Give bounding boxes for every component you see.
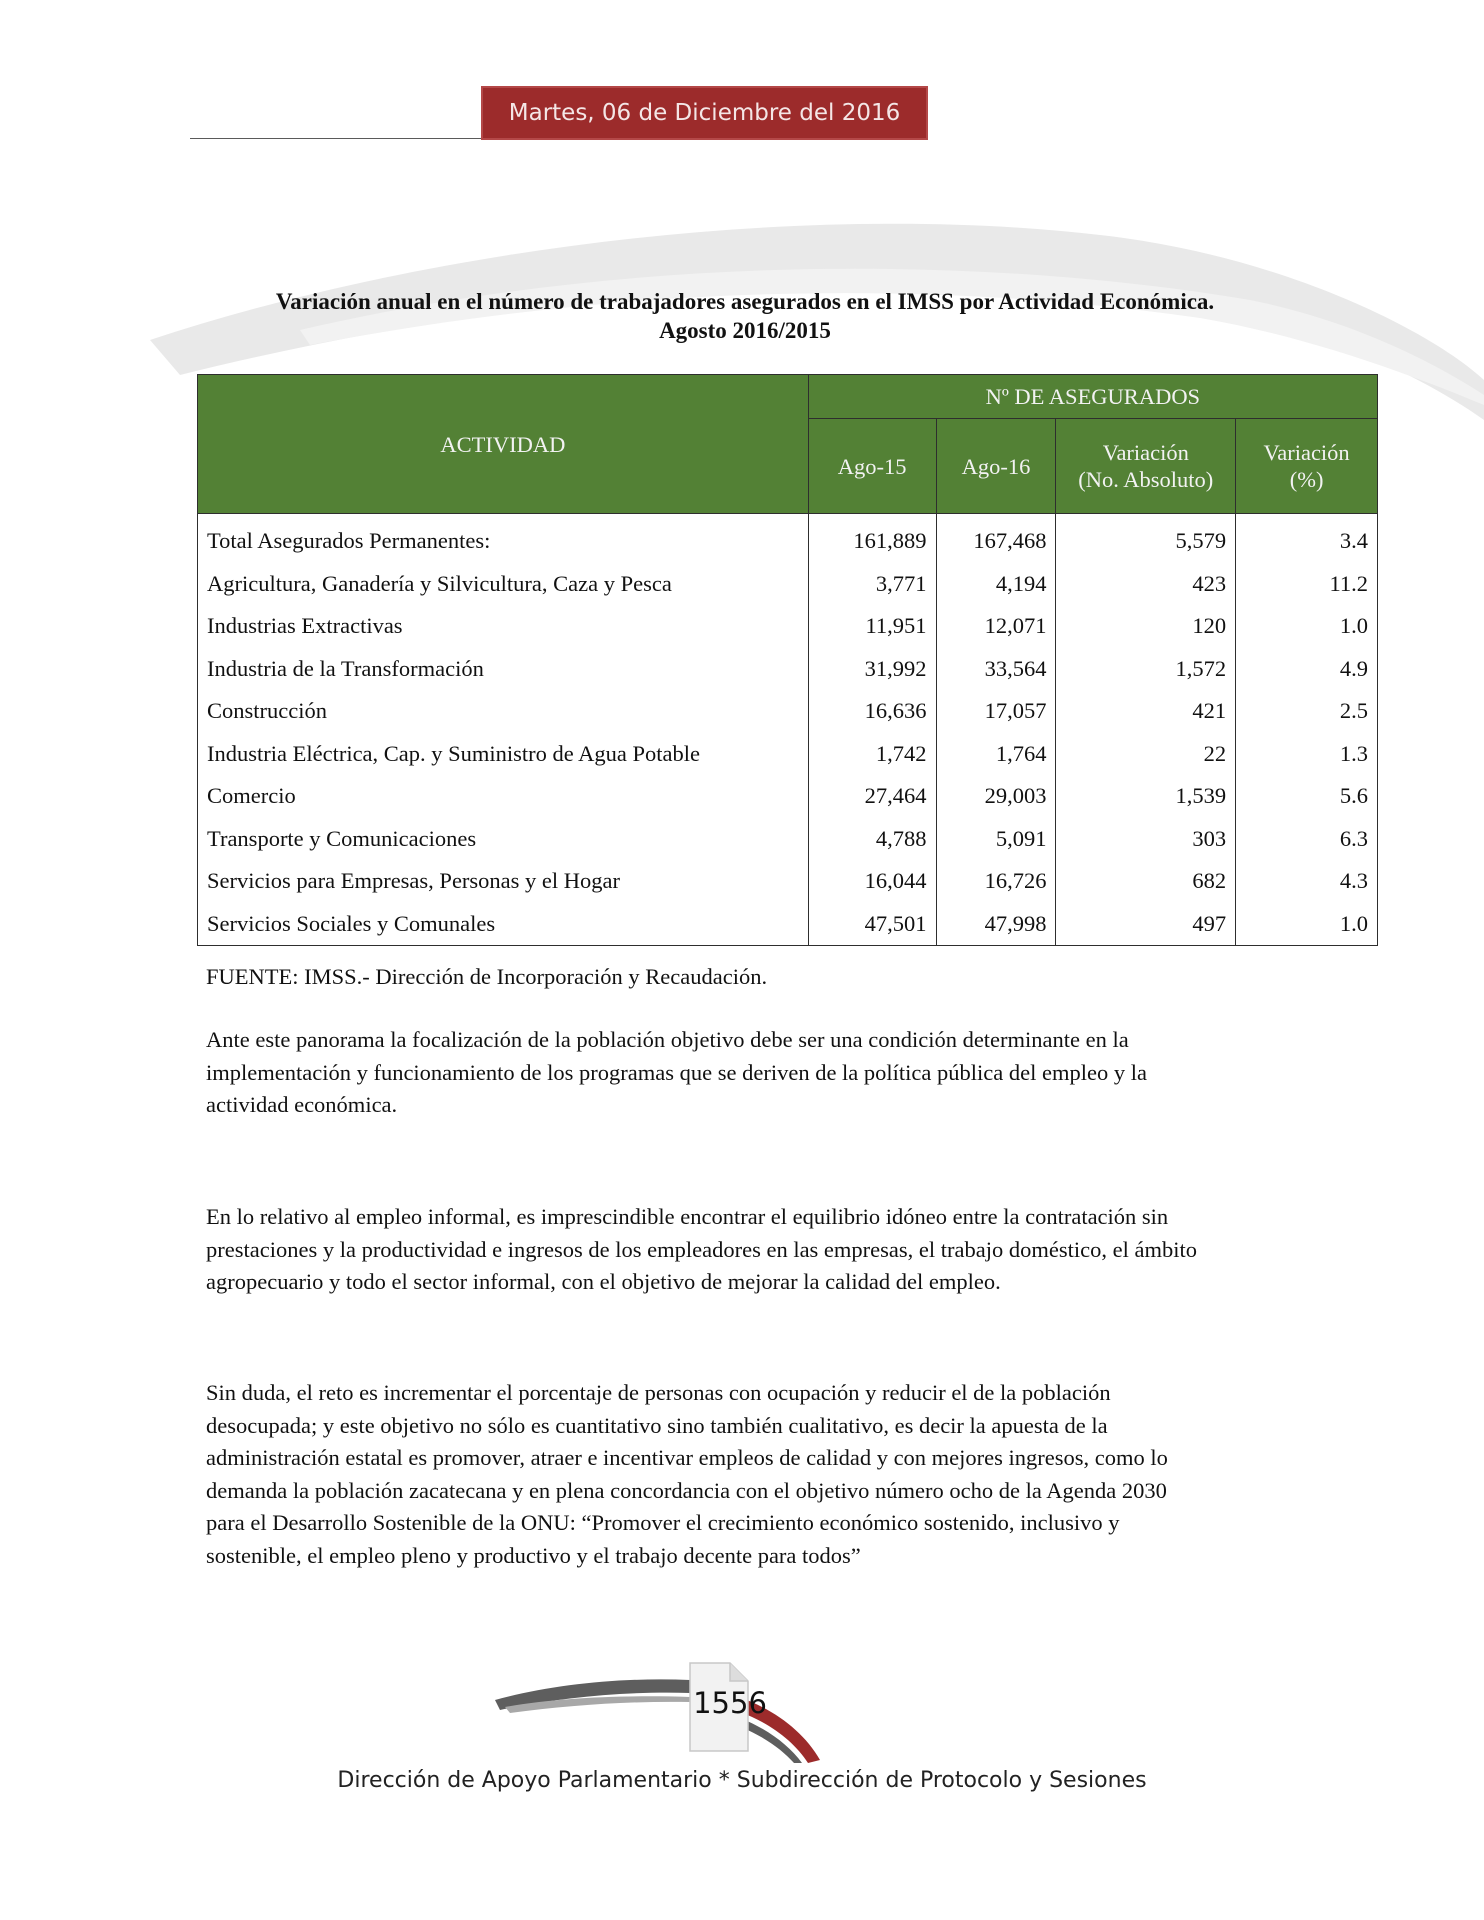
- paragraph-line: prestaciones y la productividad e ingresos de los empleadores en las empresas, el trabajo doméstico, el ámbito: [206, 1236, 1197, 1262]
- ago16-cell: 29,003: [936, 775, 1056, 818]
- ago15-cell: 4,788: [808, 818, 936, 861]
- table-body: [198, 514, 1378, 946]
- activity-cell: Total Asegurados Permanentes:: [198, 514, 809, 563]
- ago16-cell: 5,091: [936, 818, 1056, 861]
- activity-cell: Agricultura, Ganadería y Silvicultura, Caza y Pesca: [198, 563, 809, 606]
- table-row: [198, 733, 1378, 776]
- variation-percent-cell: 1.0: [1236, 605, 1378, 648]
- variation-absolute-cell: 5,579: [1056, 514, 1236, 563]
- variation-percent-cell: 6.3: [1236, 818, 1378, 861]
- ago15-cell: 11,951: [808, 605, 936, 648]
- variation-absolute-cell: 497: [1056, 903, 1236, 946]
- table-row: [198, 690, 1378, 733]
- column-header-ago16-line1: Ago-16: [961, 453, 1031, 479]
- table-title-line-1: Variación anual en el número de trabajadores asegurados en el IMSS por Actividad Económica.: [275, 289, 1215, 314]
- table-row: [198, 903, 1378, 946]
- activity-cell: Servicios para Empresas, Personas y el Hogar: [198, 860, 809, 903]
- ago16-cell: 17,057: [936, 690, 1056, 733]
- ago15-cell: 161,889: [808, 514, 936, 563]
- column-header-variation-percent-line1: Variación: [1263, 440, 1350, 466]
- ago15-cell: 16,044: [808, 860, 936, 903]
- ago15-cell: 1,742: [808, 733, 936, 776]
- paragraph-line: desocupada; y este objetivo no sólo es cuantitativo sino también cualitativo, es decir la apuesta de la: [206, 1412, 1108, 1438]
- paragraph-line: demanda la población zacatecana y en plena concordancia con el objetivo número ocho de la Agenda 2030: [206, 1477, 1167, 1503]
- table-row: [198, 605, 1378, 648]
- activity-cell: Industria Eléctrica, Cap. y Suministro de Agua Potable: [198, 733, 809, 776]
- variation-absolute-cell: 682: [1056, 860, 1236, 903]
- table-source-note: FUENTE: IMSS.- Dirección de Incorporación y Recaudación.: [206, 964, 768, 989]
- variation-percent-cell: 11.2: [1236, 563, 1378, 606]
- column-header-ago16: [936, 419, 1056, 514]
- variation-absolute-cell: 423: [1056, 563, 1236, 606]
- variation-absolute-cell: 303: [1056, 818, 1236, 861]
- table-row: [198, 563, 1378, 606]
- paragraph-line: agropecuario y todo el sector informal, con el objetivo de mejorar la calidad del empleo.: [206, 1269, 1001, 1294]
- activity-cell: Comercio: [198, 775, 809, 818]
- variation-percent-cell: 1.0: [1236, 903, 1378, 946]
- column-header-activity: ACTIVIDAD: [198, 375, 809, 514]
- column-header-ago15-line1: Ago-15: [837, 453, 907, 479]
- activity-cell: Industria de la Transformación: [198, 648, 809, 691]
- paragraph-3: [206, 1377, 1296, 1572]
- paragraph-line: Ante este panorama la focalización de la población objetivo debe ser una condición determinante en la: [206, 1027, 1129, 1052]
- variation-absolute-cell: 1,539: [1056, 775, 1236, 818]
- ago16-cell: 47,998: [936, 903, 1056, 946]
- column-header-variation-absolute: [1056, 419, 1236, 514]
- variation-absolute-cell: 22: [1056, 733, 1236, 776]
- paragraph-line: sostenible, el empleo pleno y productivo y el trabajo decente para todos”: [206, 1542, 861, 1568]
- ago15-cell: 27,464: [808, 775, 936, 818]
- table-title: [190, 287, 1300, 345]
- paragraph-2: [206, 1201, 1296, 1299]
- table-title-line-2: Agosto 2016/2015: [659, 318, 831, 343]
- paragraph-line: implementación y funcionamiento de los programas que se deriven de la política pública del empleo y la: [206, 1059, 1147, 1085]
- ago16-cell: 4,194: [936, 563, 1056, 606]
- paragraph-line: Sin duda, el reto es incrementar el porcentaje de personas con ocupación y reducir el de la población: [206, 1380, 1111, 1405]
- variation-absolute-cell: 421: [1056, 690, 1236, 733]
- variation-absolute-cell: 1,572: [1056, 648, 1236, 691]
- variation-percent-cell: 1.3: [1236, 733, 1378, 776]
- column-header-variation-absolute-line1: Variación: [1102, 440, 1189, 466]
- variation-percent-cell: 3.4: [1236, 514, 1378, 563]
- column-group-header-insured: Nº DE ASEGURADOS: [808, 375, 1377, 419]
- paragraph-1: [206, 1024, 1296, 1122]
- ago15-cell: 47,501: [808, 903, 936, 946]
- table-row: [198, 860, 1378, 903]
- ago16-cell: 12,071: [936, 605, 1056, 648]
- variation-percent-cell: 2.5: [1236, 690, 1378, 733]
- column-header-variation-percent: [1236, 419, 1378, 514]
- table-row: [198, 648, 1378, 691]
- activity-cell: Transporte y Comunicaciones: [198, 818, 809, 861]
- activity-cell: Servicios Sociales y Comunales: [198, 903, 809, 946]
- table-row: [198, 514, 1378, 563]
- column-header-variation-percent-line2: (%): [1289, 467, 1324, 493]
- paragraph-line: administración estatal es promover, atraer e incentivar empleos de calidad y con mejores ingresos, como lo: [206, 1445, 1168, 1470]
- ago15-cell: 3,771: [808, 563, 936, 606]
- insured-workers-table: [197, 374, 1378, 946]
- table-row: [198, 818, 1378, 861]
- ago16-cell: 33,564: [936, 648, 1056, 691]
- variation-percent-cell: 4.3: [1236, 860, 1378, 903]
- ago16-cell: 167,468: [936, 514, 1056, 563]
- paragraph-line: actividad económica.: [206, 1092, 398, 1117]
- variation-percent-cell: 5.6: [1236, 775, 1378, 818]
- activity-cell: Construcción: [198, 690, 809, 733]
- column-header-ago15: [808, 419, 936, 514]
- footer-text: Dirección de Apoyo Parlamentario * Subdirección de Protocolo y Sesiones: [337, 1768, 1147, 1793]
- ago16-cell: 1,764: [936, 733, 1056, 776]
- page-number: 1556: [693, 1686, 767, 1720]
- activity-cell: Industrias Extractivas: [198, 605, 809, 648]
- ago16-cell: 16,726: [936, 860, 1056, 903]
- variation-absolute-cell: 120: [1056, 605, 1236, 648]
- column-header-variation-absolute-line2: (No. Absoluto): [1078, 467, 1214, 493]
- header-date-banner: Martes, 06 de Diciembre del 2016: [481, 86, 928, 140]
- table-row: [198, 775, 1378, 818]
- ago15-cell: 16,636: [808, 690, 936, 733]
- paragraph-line: En lo relativo al empleo informal, es imprescindible encontrar el equilibrio idóneo entre la contratación sin: [206, 1204, 1169, 1229]
- variation-percent-cell: 4.9: [1236, 648, 1378, 691]
- ago15-cell: 31,992: [808, 648, 936, 691]
- paragraph-line: para el Desarrollo Sostenible de la ONU: “Promover el crecimiento económico sostenido, inclusivo y: [206, 1510, 1120, 1535]
